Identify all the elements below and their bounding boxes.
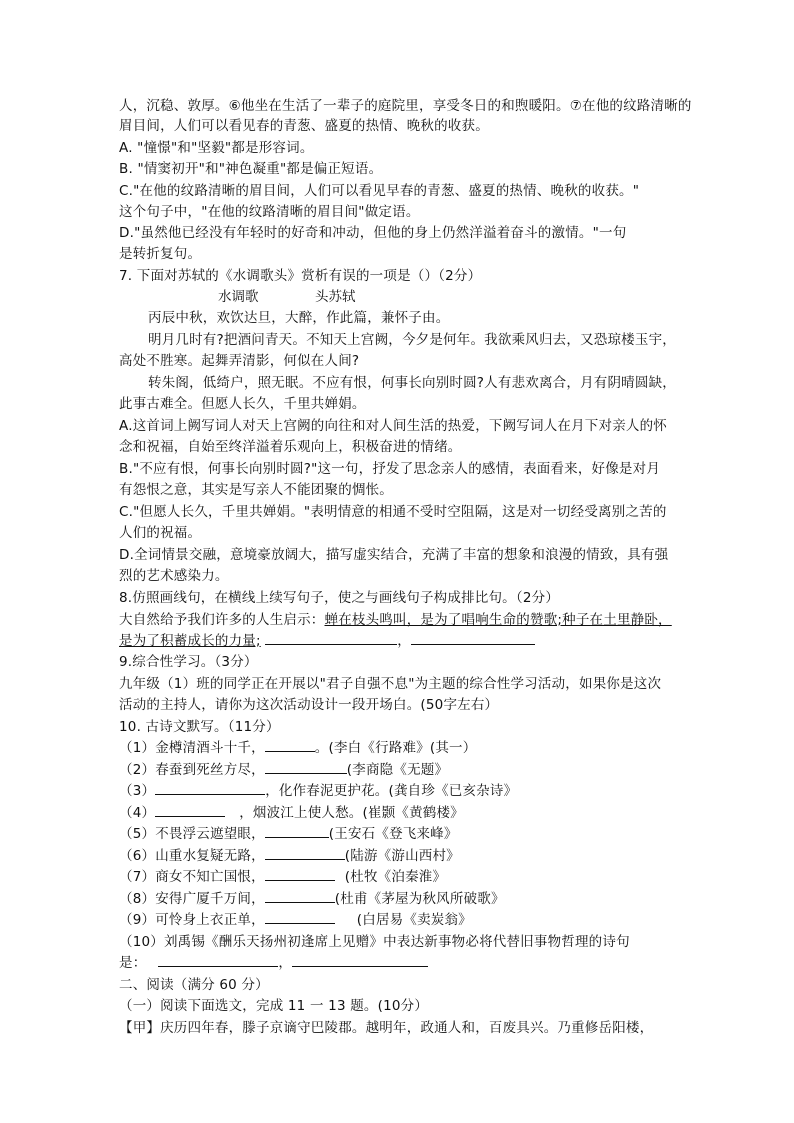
q10-item-4: （4） ，烟波江上使人愁。(崔颢《黄鹤楼》	[119, 805, 464, 821]
q8-line-2	[119, 631, 535, 651]
option-c: C."在他的纹路清晰的眉目间，人们可以看见早春的青葱、盛夏的热情、晚秋的收获。"	[119, 183, 640, 199]
q10-8-blank[interactable]	[265, 889, 335, 903]
q10-item-5: （5）不畏浮云遮望眼， (王安石《登飞来峰》	[119, 826, 458, 842]
q10-10-blank-2[interactable]	[292, 953, 428, 967]
q7-option-b-cont: 有怨恨之意，其实是写亲人不能团聚的惆怅。	[119, 482, 393, 498]
q7-option-b: B."不应有恨，何事长向别时圆?"这一句，抒发了思念亲人的感情，表面看来，好像是对月	[119, 461, 661, 477]
question-9: 9.综合性学习。（3分）	[119, 654, 258, 670]
option-b: B. "情窦初开"和"神色凝重"都是偏正短语。	[119, 161, 383, 177]
question-8: 8.仿照画线句，在横线上续写句子，使之与画线句子构成排比句。（2分）	[119, 590, 560, 606]
q10-6-blank[interactable]	[265, 846, 345, 860]
q10-item-6: （6）山重水复疑无路， (陆游《游山西村》	[119, 848, 460, 864]
q10-item-2: （2）春蚕到死丝方尽， (李商隐《无题》	[119, 762, 449, 778]
q10-item-8: （8）安得广厦千万间， (杜甫《茅屋为秋风所破歌》	[119, 891, 505, 907]
passage-line: 人，沉稳、敦厚。⑥他坐在生活了一辈子的庭院里，享受冬日的和煦暖阳。⑦在他的纹路清晰的	[119, 98, 692, 114]
q8-comma: ，	[397, 633, 411, 649]
q7-option-c-cont: 人们的祝福。	[119, 525, 202, 541]
q7-option-c: C."但愿人长久，千里共婵娟。"表明情意的相通不受时空阻隔，这是对一切经受离别之苦的	[119, 504, 667, 520]
q8-answer-blank-2[interactable]	[411, 631, 535, 645]
poem-line: 此事古难全。但愿人长久，千里共婵娟。	[119, 396, 366, 412]
q10-item-3: （3） ，化作春泥更护花。(龚自珍《已亥杂诗》	[119, 783, 518, 799]
q10-item-10-answer: 是： ，	[119, 953, 428, 973]
question-7: 7. 下面对苏轼的《水调歌头》赏析有误的一项是（）（2分）	[119, 268, 482, 284]
q10-5-blank[interactable]	[265, 824, 329, 838]
q10-item-1: （1）金樽清酒斗十千， 。(李白《行路难》(其一）	[119, 740, 477, 756]
poem-preface: 丙辰中秋，欢饮达旦，大醉，作此篇，兼怀子由。	[148, 310, 450, 326]
q7-option-d-cont: 烈的艺术感染力。	[119, 568, 229, 584]
q10-4-blank[interactable]	[155, 803, 225, 817]
q8-underlined-cont: 是为了积蓄成长的力量;	[119, 633, 261, 649]
q10-item-9: （9）可怜身上衣正单， (白居易《卖炭翁》	[119, 912, 472, 928]
q9-text-cont: 活动的主持人，请你为这次活动设计一段开场白。(50字左右）	[119, 697, 499, 713]
option-d: D."虽然他已经没有年轻时的好奇和冲动，但他的身上仍然洋溢着奋斗的激情。"一句	[119, 225, 627, 241]
option-a: A. "憧憬"和"坚毅"都是形容词。	[119, 140, 314, 156]
option-c-cont: 这个句子中，"在他的纹路清晰的眉目间"做定语。	[119, 204, 420, 220]
q8-line-1	[119, 610, 672, 630]
q7-option-d: D.全词情景交融，意境豪放阔大，描写虚实结合，充满了丰富的想象和浪漫的情致，具有强	[119, 547, 669, 563]
q8-underlined: 蝉在枝头鸣叫，是为了唱响生命的赞歌;种子在土里静卧，	[324, 612, 672, 628]
poem-title-part2: 头苏轼	[315, 289, 356, 305]
q10-2-blank[interactable]	[265, 760, 347, 774]
q9-text: 九年级（1）班的同学正在开展以"君子自强不息"为主题的综合性学习活动，如果你是这次	[119, 676, 662, 692]
q10-10-blank-1[interactable]	[158, 953, 278, 967]
reading-1-passage: 【甲】庆历四年春，滕子京谪守巴陵郡。越明年，政通人和，百废具兴。乃重修岳阳楼，	[119, 1020, 654, 1036]
q8-answer-blank-1[interactable]	[265, 631, 397, 645]
q10-item-10: （10）刘禹锡《酬乐天扬州初逢席上见赠》中表达新事物必将代替旧事物哲理的诗句	[119, 934, 630, 950]
q10-3-blank[interactable]	[155, 781, 265, 795]
question-10: 10. 古诗文默写。（11分）	[119, 719, 280, 735]
q10-9-blank[interactable]	[265, 910, 335, 924]
poem-line: 高处不胜寒。起舞弄清影，何似在人间?	[119, 353, 360, 369]
poem-line: 转朱阁，低绮户，照无眠。不应有恨，何事长向别时圆?人有悲欢离合，月有阴晴圆缺，	[148, 375, 676, 391]
option-d-cont: 是转折复句。	[119, 246, 202, 262]
q10-item-7: （7）商女不知亡国恨， (杜牧《泊秦淮》	[119, 869, 447, 885]
section-2-heading: 二、阅读（满分 60 分）	[119, 977, 269, 993]
q7-option-a-cont: 念和祝福，自始至终洋溢着乐观向上，积极奋进的情绪。	[119, 439, 462, 455]
passage-line: 眉目间，人们可以看见春的青葱、盛夏的热情、晚秋的收获。	[119, 118, 489, 134]
q10-1-blank[interactable]	[265, 738, 315, 752]
reading-1-instruction: （一）阅读下面选文，完成 11 一 13 题。(10分）	[119, 998, 429, 1014]
poem-title-part1: 水调歌	[218, 289, 259, 305]
q10-7-blank[interactable]	[265, 867, 335, 881]
q8-lead: 大自然给予我们许多的人生启示：	[119, 612, 325, 628]
q7-option-a: A.这首词上阙写词人对天上宫阙的向往和对人间生活的热爱，下阙写词人在月下对亲人的怀	[119, 418, 667, 434]
poem-line: 明月几时有?把酒问青天。不知天上宫阙，今夕是何年。我欲乘风归去，又恐琼楼玉宇，	[148, 332, 676, 348]
